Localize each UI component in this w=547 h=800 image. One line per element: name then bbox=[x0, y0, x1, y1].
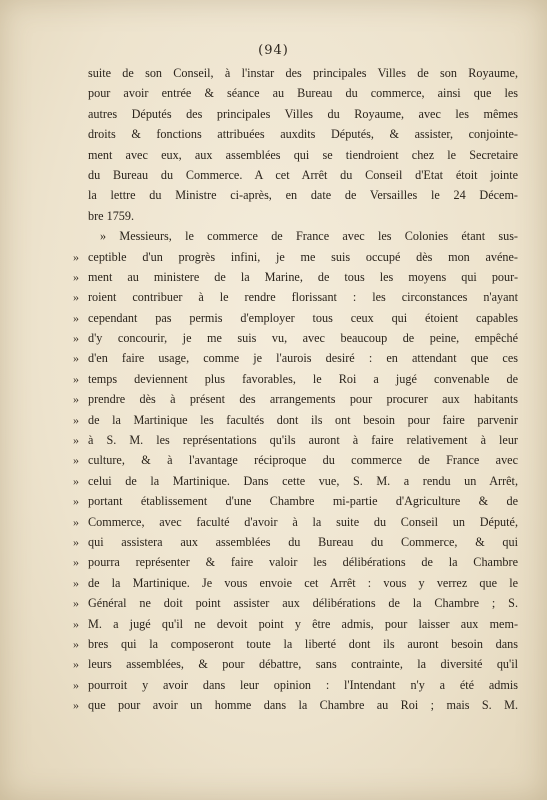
line-text: Général ne doit point assister aux délibérations de la Chambre ; S. bbox=[88, 596, 518, 611]
text-line bbox=[73, 654, 518, 674]
text-line bbox=[88, 226, 518, 246]
quote-mark: » bbox=[73, 514, 79, 529]
quote-mark: » bbox=[73, 310, 79, 325]
quote-mark: » bbox=[73, 331, 79, 346]
quote-mark: » bbox=[73, 657, 79, 672]
line-text: bre 1759. bbox=[88, 208, 135, 223]
text-line bbox=[73, 348, 518, 368]
quote-mark: » bbox=[73, 473, 79, 488]
line-text: portant établissement d'une Chambre mi-partie d'Agriculture & de bbox=[88, 494, 518, 509]
line-text: pourroit y avoir dans leur opinion : l'Intendant n'y a été admis bbox=[88, 677, 518, 692]
text-line bbox=[73, 634, 518, 654]
text-line bbox=[73, 491, 518, 511]
line-text: d'y concourir, je me suis vu, avec beaucoup de peine, empêché bbox=[88, 331, 518, 346]
line-text: autres Députés des principales Villes du Royaume, avec les mêmes bbox=[88, 106, 518, 121]
quote-mark: » bbox=[73, 290, 79, 305]
line-text: d'en faire usage, comme je l'aurois desiré : en attendant que ces bbox=[88, 351, 518, 366]
text-line bbox=[73, 267, 518, 287]
line-text: prendre dès à présent des arrangements pour procurer aux habitants bbox=[88, 392, 518, 407]
text-line bbox=[88, 104, 518, 124]
line-text: droits & fonctions attribuées auxdits Députés, & assister, conjointe- bbox=[88, 127, 518, 142]
quote-mark: » bbox=[73, 616, 79, 631]
quote-mark: » bbox=[73, 249, 79, 264]
text-line bbox=[88, 63, 518, 83]
text-line bbox=[88, 124, 518, 144]
quote-mark: » bbox=[73, 698, 79, 713]
text-line bbox=[73, 287, 518, 307]
text-line bbox=[73, 247, 518, 267]
quote-mark: » bbox=[73, 269, 79, 284]
quote-mark: » bbox=[73, 596, 79, 611]
text-line bbox=[73, 410, 518, 430]
text-line bbox=[73, 430, 518, 450]
text-line bbox=[88, 185, 518, 205]
text-line bbox=[73, 552, 518, 572]
line-text: que pour avoir un homme dans la Chambre au Roi ; mais S. M. bbox=[88, 698, 518, 713]
body-text bbox=[73, 63, 518, 716]
line-text: pour avoir entrée & séance au Bureau du commerce, ainsi que les bbox=[88, 86, 518, 101]
line-text: à S. M. les représentations qu'ils auront à faire relativement à leur bbox=[88, 433, 518, 448]
quote-mark: » bbox=[73, 677, 79, 692]
line-text: Commerce, avec faculté d'avoir à la suite du Conseil un Député, bbox=[88, 514, 518, 529]
quote-mark: » bbox=[73, 636, 79, 651]
text-line bbox=[73, 675, 518, 695]
line-text: cependant pas permis d'employer tous ceux qui étoient capables bbox=[88, 310, 518, 325]
text-line bbox=[73, 328, 518, 348]
line-text: » Messieurs, le commerce de France avec les Colonies étant sus- bbox=[100, 229, 518, 244]
quote-mark: » bbox=[73, 351, 79, 366]
line-text: culture, & à l'avantage réciproque du commerce de France avec bbox=[88, 453, 518, 468]
line-text: ceptible d'un progrès infini, je me suis occupé dès mon avéne- bbox=[88, 249, 518, 264]
text-line bbox=[73, 471, 518, 491]
text-line bbox=[88, 145, 518, 165]
line-text: M. a jugé qu'il ne devoit point y être admis, pour laisser aux mem- bbox=[88, 616, 518, 631]
text-line bbox=[88, 83, 518, 103]
quote-mark: » bbox=[73, 534, 79, 549]
line-text: celui de la Martinique. Dans cette vue, S. M. a rendu un Arrêt, bbox=[88, 473, 518, 488]
line-text: suite de son Conseil, à l'instar des principales Villes de son Royaume, bbox=[88, 66, 518, 80]
text-line bbox=[73, 512, 518, 532]
text-line bbox=[73, 308, 518, 328]
text-line bbox=[88, 206, 518, 226]
line-text: leurs assemblées, & pour débattre, sans contrainte, la diversité qu'il bbox=[88, 657, 518, 672]
line-text: roient contribuer à le rendre florissant : les circonstances n'ayant bbox=[88, 290, 518, 305]
line-text: ment avec eux, aux assemblées qui se tiendroient chez le Secretaire bbox=[88, 147, 518, 162]
line-text: du Bureau du Commerce. A cet Arrêt du Conseil d'Etat étoit jointe bbox=[88, 167, 518, 182]
text-line bbox=[73, 532, 518, 552]
text-line bbox=[88, 165, 518, 185]
line-text: temps deviennent plus favorables, le Roi a jugé convenable de bbox=[88, 371, 518, 386]
quote-mark: » bbox=[73, 575, 79, 590]
quote-mark: » bbox=[73, 494, 79, 509]
quote-mark: » bbox=[73, 392, 79, 407]
line-text: de la Martinique les facultés dont ils ont besoin pour faire parvenir bbox=[88, 412, 518, 427]
quote-mark: » bbox=[73, 555, 79, 570]
page-number: (94) bbox=[258, 43, 289, 58]
text-line bbox=[73, 614, 518, 634]
quote-mark: » bbox=[73, 412, 79, 427]
line-text: qui assistera aux assemblées du Bureau du Commerce, & qui bbox=[88, 534, 518, 549]
line-text: la lettre du Ministre ci-après, en date de Versailles le 24 Décem- bbox=[88, 188, 518, 203]
line-text: ment au ministere de la Marine, de tous les moyens qui pour- bbox=[88, 269, 518, 284]
text-line bbox=[73, 695, 518, 715]
text-line bbox=[73, 450, 518, 470]
text-line bbox=[73, 573, 518, 593]
line-text: de la Martinique. Je vous envoie cet Arrêt : vous y verrez que le bbox=[88, 575, 518, 590]
quote-mark: » bbox=[73, 453, 79, 468]
quote-mark: » bbox=[73, 433, 79, 448]
text-line bbox=[73, 369, 518, 389]
text-line bbox=[73, 593, 518, 613]
line-text: bres qui la composeront toute la liberté dont ils auront besoin dans bbox=[88, 636, 518, 651]
line-text: pourra représenter & faire valoir les délibérations de la Chambre bbox=[88, 555, 518, 570]
quote-mark: » bbox=[73, 371, 79, 386]
text-line bbox=[73, 389, 518, 409]
